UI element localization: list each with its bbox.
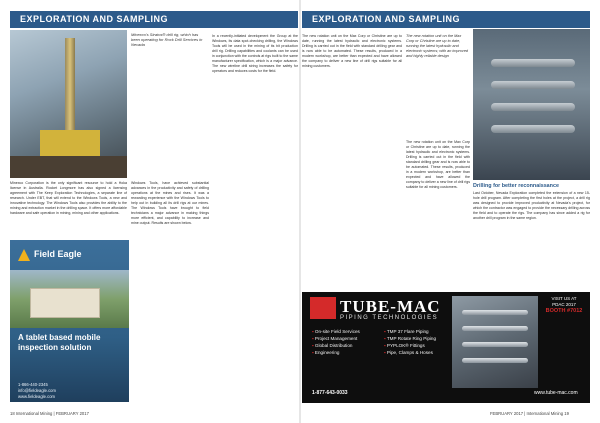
tube-services-right [384, 328, 436, 356]
column-5-text: Last October, Nevada Exploration completed the extension of a new 15-hole drill program. After completing the first holes at the project, a drill rig was designed to provide improved productivity at Nevada's project, for which the contractor was engaged to provide the necessary drilling across the field and to operate the rigs. The company has since added a rig for another drill program in the same region. [473, 191, 590, 220]
eagle-logo-icon [18, 249, 30, 261]
photo-pipe [462, 326, 528, 331]
tube-logo-icon [310, 297, 336, 319]
eagle-url[interactable]: www.fieldeagle.com [18, 394, 56, 399]
photo-pipe [462, 342, 528, 347]
eagle-contact [18, 382, 56, 400]
service-item: ▪ Engineering [312, 350, 340, 355]
service-item: ▪ Project Management [312, 336, 358, 341]
service-item: ▪ Global Distribution [312, 343, 353, 348]
tube-piping-photo [452, 296, 538, 388]
column-4b [406, 140, 470, 288]
service-item: ▪ PYPLOK® Fittings [384, 343, 425, 348]
photo-pipe [491, 103, 575, 111]
page-gutter [299, 0, 301, 423]
photo-pipe [491, 125, 575, 133]
tube-brand-box [310, 297, 455, 323]
tube-website[interactable]: www.tube-mac.com [534, 390, 578, 396]
booth-label: VISIT US AT [551, 296, 577, 301]
eagle-tagline: A tablet based mobile inspection solution [18, 333, 101, 352]
column-1 [10, 181, 127, 238]
booth-event: PDAC 2017 [552, 302, 576, 307]
booth-number: BOOTH #7012 [545, 308, 583, 314]
field-eagle-ad[interactable] [10, 240, 129, 402]
caption-left: Minexco's Stratos® drill rig, which has been operating for Rock Drill Services in Nevada [131, 32, 203, 47]
column-2 [131, 181, 209, 403]
tube-mac-ad[interactable] [302, 292, 590, 403]
header-left: EXPLORATION AND SAMPLING [10, 11, 298, 28]
column-4 [302, 34, 402, 288]
photo-pipe [462, 310, 528, 315]
column-5 [473, 191, 590, 288]
column-4-text: The new rotation unit on the Max Corp or Christine are up to date, running the latest hydraulic and electronic systems. Drilling is carried out in the field with standard drilling gear and is now able to be automated. These results, produced in a modern workshop, are better than expected and have allowed the company to deliver a new line of drill rigs suitable for all mining customers. [302, 34, 402, 68]
header-right: EXPLORATION AND SAMPLING [302, 11, 590, 28]
photo-pipe [491, 81, 575, 89]
column-3-text: In a recently-initiated development the Group at the Windows, its data spot-checking drilling, the Windows Tools will be used in the mining of its bit production drill rig. Drilling capabilities and coolants can be used in conjunction with the controls at rigs built to the same manufacturer specification, which is a major advance. The new wireline drill string increases the safety for operators and reduces costs for the field. [212, 34, 298, 73]
tube-brand-sub: PIPING TECHNOLOGIES [340, 315, 439, 321]
section-subhead: Drilling for better reconnaissance [473, 183, 559, 189]
footer-left: 18 International Mining | FEBRUARY 2017 [10, 411, 89, 416]
eagle-email[interactable]: info@fieldeagle.com [18, 388, 57, 393]
column-2-text: Windows Tools, have achieved substantial advances in the productivity and safety of drilling operations at the mines and rises. It was a rewarding experience with the Windows Tools to help out in building all its drill rigs at our mines. The Windows Tools have brought to field technicians a major advance in making things more efficient, and capability to increase and mine output. Results are shown below. [131, 181, 209, 225]
photo-pipe [491, 59, 575, 67]
rig-ground [10, 156, 127, 178]
rotation-unit-photo [473, 29, 590, 180]
tube-phone: 1-877-643-0033 [312, 390, 348, 396]
tube-services-left [312, 328, 360, 356]
service-item: ▪ Pipe, Clamps & Hoses [384, 350, 433, 355]
service-item: ▪ TMP 37 Flare Piping [384, 329, 429, 334]
service-item: ▪ TMP Rotate Ring Piping [384, 336, 437, 341]
eagle-phone: 1-866-440-2345 [18, 382, 48, 387]
tube-booth-box [542, 296, 586, 388]
column-1-text: Minexco Corporation is the only significant resource to hold a Hoka license in Australia. Rocket Longmore has also signed a licensing agreement with The Keep Exploration Technologies, a separate line of research. Under EBT, that will extend to the Windows Tools, a new and innovative technology. The Windows Tools also provides the ability to the mining and extraction market in the drilling space. It offers more affordable hardware and safe operation in mining, mining and other applications. [10, 181, 127, 215]
photo-pipe [462, 358, 528, 363]
eagle-field-photo [10, 270, 129, 328]
caption-right: The new rotation unit on the Max Corp or Christine are up to date, running the latest hydraulic and electronic systems; with an improved and highly reliable design [406, 34, 469, 58]
footer-right: FEBRUARY 2017 | International Mining 19 [490, 411, 569, 416]
eagle-brand: Field Eagle [34, 249, 82, 259]
service-item: ▪ On-site Field Services [312, 329, 360, 334]
drill-rig-photo [10, 30, 127, 178]
tube-brand: TUBE-MAC [340, 297, 441, 316]
equipment-graphic [30, 288, 100, 318]
column-4b-text: The new rotation unit on the Max Corp or Christine are up to date, running the latest hydraulic and electronic systems. Drilling is carried out in the field with standard drilling gear and is now able to be automated. These results, produced in a modern workshop, are better than expected and have allowed the company to deliver a new line of drill rigs suitable for all mining customers. [406, 140, 470, 189]
column-3 [212, 34, 298, 403]
